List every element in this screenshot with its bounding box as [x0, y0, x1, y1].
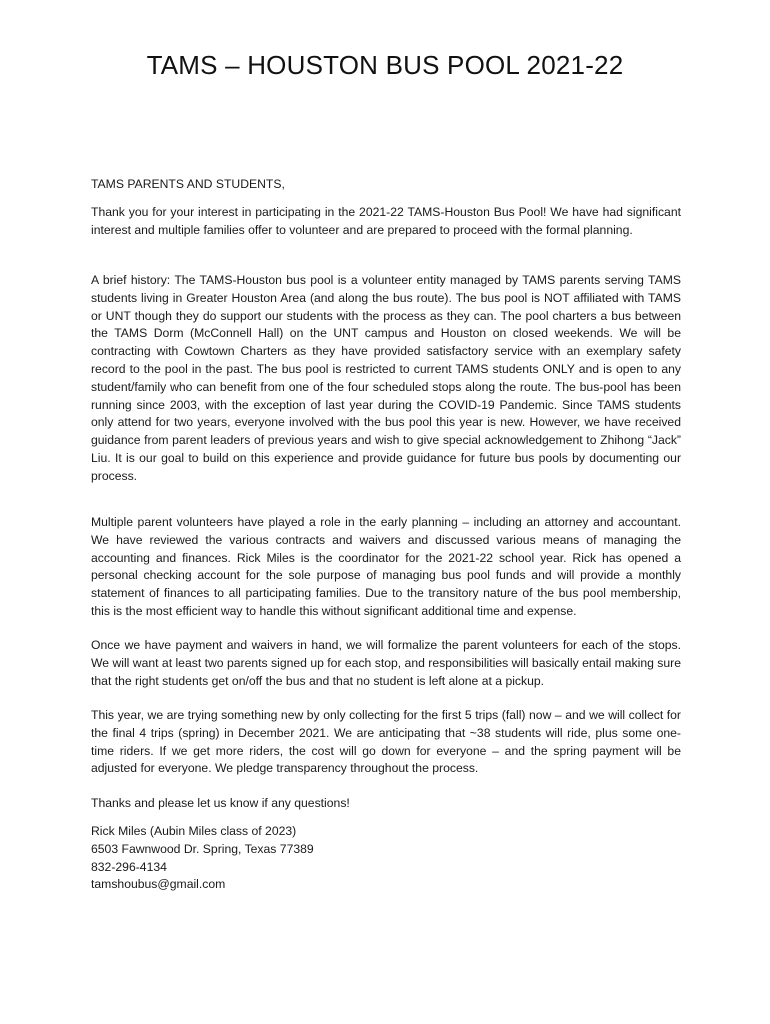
closing-text: Thanks and please let us know if any questions!	[91, 796, 350, 810]
signature-name: Rick Miles (Aubin Miles class of 2023)	[91, 824, 297, 838]
paragraph-payment	[91, 707, 681, 778]
paragraph-text: A brief history: The TAMS-Houston bus pool is a volunteer entity managed by TAMS parents serving TAMS students living in Greater Houston Area (and along the bus route). The bus pool is NOT affiliated with TAMS or UNT though they do support our students with the process as they can. The pool charters a bus between the TAMS Dorm (McConnell Hall) on the UNT campus and Houston on closed weekends. We will be contracting with Cowtown Charters as they have provided satisfactory service with an exemplary safety record to the pool in the past. The bus pool is restricted to current TAMS students ONLY and is open to any student/family who can benefit from one of the four scheduled stops along the route. The bus-pool has been running since 2003, with the exception of last year during the COVID-19 Pandemic. Since TAMS students only attend for two years, everyone involved with the bus pool this year is new. However, we have received guidance from parent leaders of previous years and wish to give special acknowledgement to Zhihong “Jack” Liu. It is our goal to build on this experience and provide guidance for future bus pools by documenting our process.	[91, 273, 681, 483]
salutation	[91, 176, 681, 194]
paragraph-volunteers	[91, 637, 681, 690]
signature-block	[91, 823, 681, 894]
closing	[91, 795, 681, 813]
paragraph-text: This year, we are trying something new by only collecting for the first 5 trips (fall) now – and we will collect for the final 4 trips (spring) in December 2021. We are anticipating that ~38 students will ride, plus some one-time riders. If we get more riders, the cost will go down for everyone – and the spring payment will be adjusted for everyone. We pledge transparency throughout the process.	[91, 708, 681, 776]
document-title: TAMS – HOUSTON BUS POOL 2021-22	[146, 50, 624, 80]
salutation-text: TAMS PARENTS AND STUDENTS,	[91, 177, 285, 191]
paragraph-history	[91, 272, 681, 486]
paragraph-text: Multiple parent volunteers have played a role in the early planning – including an attorney and accountant. We have reviewed the various contracts and waivers and discussed various means of managing the accounting and finances. Rick Miles is the coordinator for the 2021-22 school year. Rick has opened a personal checking account for the sole purpose of managing bus pool funds and will provide a monthly statement of finances to all participating families. Due to the transitory nature of the bus pool membership, this is the most efficient way to handle this without significant additional time and expense.	[91, 515, 681, 618]
paragraph-intro	[91, 204, 681, 240]
paragraph-text: Once we have payment and waivers in hand, we will formalize the parent volunteers for each of the stops. We will want at least two parents signed up for each stop, and responsibilities will basically entail making sure that the right students get on/off the bus and that no student is left alone at a pickup.	[91, 638, 681, 688]
signature-phone: 832-296-4134	[91, 859, 167, 874]
signature-email: tamshoubus@gmail.com	[91, 877, 226, 892]
paragraph-planning	[91, 514, 681, 621]
paragraph-text: Thank you for your interest in participating in the 2021-22 TAMS-Houston Bus Pool! We have had significant interest and multiple families offer to volunteer and are prepared to proceed with the formal planning.	[91, 205, 681, 237]
signature-address: 6503 Fawnwood Dr. Spring, Texas 77389	[91, 841, 314, 856]
